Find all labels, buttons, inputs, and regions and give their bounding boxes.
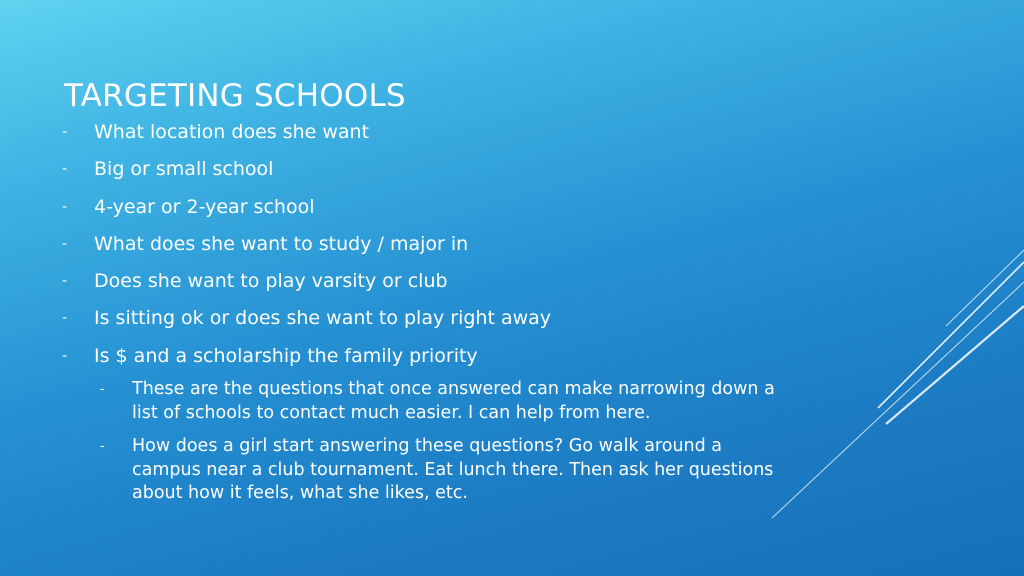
bullet-text: What does she want to study / major in	[94, 232, 469, 255]
bullet-marker: -	[62, 310, 68, 327]
bullet-marker: -	[62, 161, 68, 178]
deco-line-1	[772, 282, 1024, 518]
bullet-marker: -	[62, 235, 68, 252]
deco-line-4	[886, 306, 1024, 424]
bullet-text: 4-year or 2-year school	[94, 195, 315, 218]
sub-bullet-text: How does a girl start answering these questions? Go walk around a campus near a club tournament. Eat lunch there. Then ask her questions about how it feels, what she likes, etc.	[132, 436, 774, 503]
sub-bullet-text: These are the questions that once answered can make narrowing down a list of schools to contact much easier. I can help from here.	[132, 379, 775, 423]
bullet-marker: -	[62, 124, 68, 140]
bullet-marker: -	[100, 382, 105, 397]
bullet-text: Does she want to play varsity or club	[94, 270, 448, 293]
bullet-text: Is sitting ok or does she want to play right away	[94, 307, 552, 330]
slide-title: TARGETING SCHOOLS	[64, 78, 406, 114]
bullet-text: Big or small school	[94, 158, 274, 181]
bullet-marker: -	[100, 439, 105, 454]
bullet-marker: -	[62, 347, 68, 364]
bullet-marker: -	[62, 198, 68, 215]
deco-line-2	[878, 262, 1024, 408]
bullet-text: What location does she want	[94, 121, 370, 143]
bullet-marker: -	[62, 273, 68, 290]
bullet-text: Is $ and a scholarship the family priority	[94, 344, 478, 367]
